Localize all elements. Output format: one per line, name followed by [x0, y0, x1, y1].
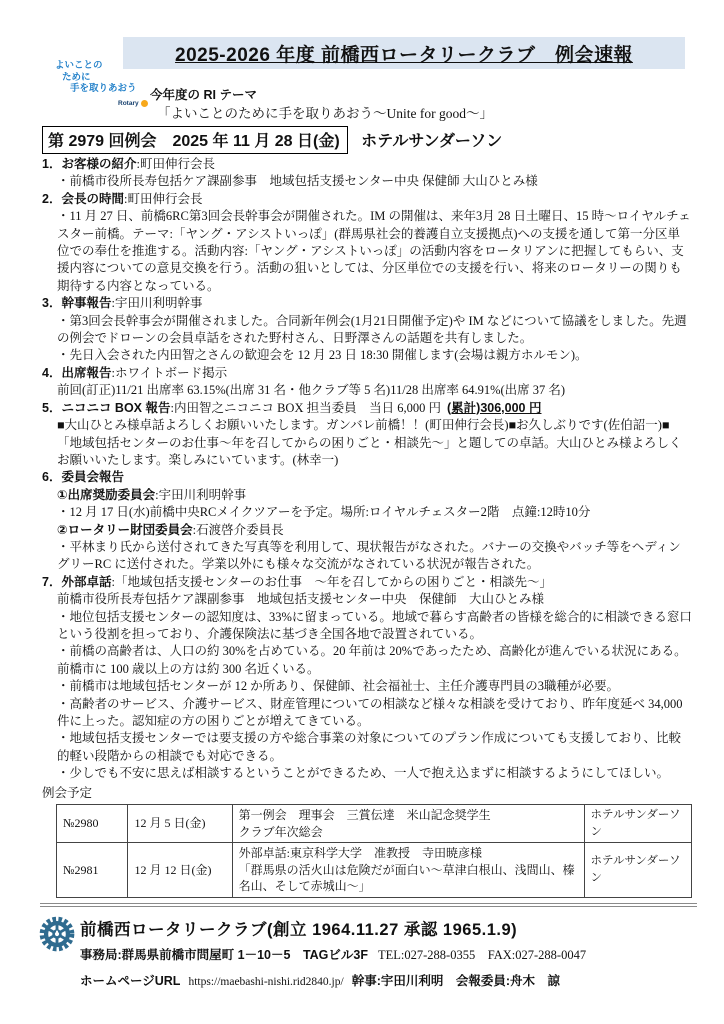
section-text: ・地位包括支援センターの認知度は、33%に留まっている。地域で暮らす高齢者の皆様を総合的に相談できる窓口という役割を担っており、介護保険法に基づき全国各地で設置されている。 [57, 609, 692, 641]
subsection-title-tail: :石渡啓介委員長 [192, 522, 284, 537]
section-title: 幹事報告 [61, 296, 112, 311]
section-title-tail: :ホワイトボード掲示 [111, 365, 228, 380]
rotary-wordmark-text: Rotary [118, 100, 139, 108]
section-number: 5． [42, 400, 62, 415]
subsection-heading [57, 522, 692, 539]
schedule-table [56, 804, 692, 898]
schedule-desc-line2: 「群馬県の活火山は危険だが面白い～草津白根山、浅間山、榛名山、そして赤城山～」 [238, 862, 575, 894]
section-heading [42, 295, 692, 312]
ri-theme-text: 「よいことのために手を取りあおう～Unite for good～」 [157, 106, 493, 121]
section-heading [42, 156, 692, 173]
footer-office-line [80, 945, 586, 963]
section-number: 1． [42, 157, 62, 171]
section-text: ・地域包括支援センターでは要支援の方や総合事業の対象についてのプラン作成についても支援しており、比較的軽い段階からの相談でも対応できる。 [57, 731, 682, 763]
ri-theme-logo-line1: よいことの [55, 60, 103, 71]
section-title: 会長の時間 [61, 191, 124, 206]
footer-office-address: 事務局:群馬県前橋市問屋町 1－10－5 TAGビル3F [80, 948, 368, 962]
section-president-time [42, 191, 692, 295]
section-text: ・前橋市は地域包括センターが 12 か所あり、保健師、社会福祉士、主任介護専門員の3職種が必要。 [57, 679, 620, 694]
section-title: 委員会報告 [61, 470, 124, 485]
section-title-tail: :町田伸行会長 [136, 157, 215, 171]
section-title: 外部卓話 [61, 574, 112, 589]
section-title-tail: :内田智之ニコニコ BOX 担当委員 当日 6,000 円 [170, 400, 441, 415]
section-text: ・先日入会された内田智之さんの歓迎会を 12 月 23 日 18:30 開催します(会場は親方ホルモン)。 [57, 348, 588, 363]
subsection-heading [57, 487, 692, 504]
section-number: 3． [42, 296, 62, 311]
section-title: ニコニコ BOX 報告 [61, 400, 171, 415]
rotary-sun-icon [141, 100, 148, 107]
footer-divider [40, 903, 697, 907]
ri-theme-logo [55, 60, 165, 95]
section-text: ・前橋の高齢者は、人口の約 30%を占めている。20 年前は 20%であったため、高齢化が進んでいる状況にある。前橋市に 100 歳以上の方は約 300 名近くいる。 [57, 644, 687, 676]
meeting-number-box: 第 2979 回例会 2025 年 11 月 28 日(金) [42, 126, 348, 154]
page-title: 2025-2026 年度 前橋西ロータリークラブ 例会速報 [123, 37, 685, 69]
footer-homepage-label: ホームページURL [80, 974, 181, 988]
attendance-stats: 前回(訂正)11/21 出席率 63.15%(出席 31 名・他クラブ等 5 名)11/28 出席率 64.91%(出席 37 名) [57, 383, 566, 398]
section-text: ・少しでも不安に思えば相談するということができるため、一人で抱え込まずに相談するようにしてほしい。 [57, 766, 670, 781]
schedule-date: 12 月 12 日(金) [128, 843, 232, 898]
section-guests [42, 156, 692, 191]
section-heading [42, 191, 692, 208]
section-heading [42, 469, 692, 486]
schedule-venue: ホテルサンダーソン [584, 805, 691, 843]
schedule-date: 12 月 5 日(金) [128, 805, 232, 843]
schedule-no: №2980 [57, 805, 128, 843]
section-title-tail: :町田伸行会長 [123, 191, 203, 206]
section-number: 6． [42, 470, 62, 485]
section-text: ・高齢者のサービス、介護サービス、財産管理についての相談など様々な相談を受けており、昨年度延べ 34,000 件に上った。認知症の方の困りごとが増えてきている。 [57, 696, 683, 728]
section-text: ・前橋市役所長寿包括ケア課副参事 地域包括支援センター中央 保健師 大山ひとみ様 [57, 174, 538, 189]
subsection-title-tail: :宇田川利明幹事 [155, 487, 247, 502]
footer-tel-fax: TEL:027-288-0355 FAX:027-288-0047 [378, 948, 587, 962]
section-heading [42, 400, 692, 417]
schedule-desc [232, 805, 584, 843]
section-title-tail: :「地域包括支援センターのお仕事 ～年を召してからの困りごと・相談先～」 [111, 574, 552, 589]
section-number: 7． [42, 574, 62, 589]
section-text: ■大山ひとみ様卓話よろしくお願いいたします。ガンバレ前橋！！(町田伸行会長)■お久しぶりです(佐伯詔一)■「地域包括センターのお仕事～年を召してからの困りごと・相談先～」と題しての卓話。大山ひとみ様よろしくお願いいたします。楽しみにいています。(林幸一) [57, 418, 682, 467]
footer-homepage-line [80, 971, 560, 989]
section-guest-speech [42, 574, 692, 783]
schedule-desc-line2: クラブ年次総会 [238, 824, 323, 839]
schedule-desc-line1: 外部卓話:東京科学大学 准教授 寺田暁彦様 [238, 846, 483, 861]
section-attendance-report [42, 365, 692, 400]
schedule-desc-line1: 第一例会 理事会 三賞伝達 米山記念奨学生 [238, 808, 491, 823]
section-title: お客様の紹介 [61, 157, 137, 171]
section-heading [42, 365, 692, 382]
section-number: 2． [42, 191, 62, 206]
table-row [57, 843, 692, 898]
rotary-wheel-icon [38, 915, 76, 958]
section-title-tail: :宇田川利明幹事 [111, 296, 203, 311]
schedule-no: №2981 [57, 843, 128, 898]
newsletter-body [42, 156, 692, 898]
table-row [57, 805, 692, 843]
section-text: ・第3回会長幹事会が開催されました。合同新年例会(1月21日開催予定)や IM などについて協議をしました。先週の例会でドローンの会員卓話をされた野村さん、日野澤さんの話題を共有しました。 [57, 313, 687, 346]
section-number: 4． [42, 365, 62, 380]
section-heading [42, 574, 692, 591]
section-text: ・平林まり氏から送付されてきた写真等を利用して、現状報告がなされた。バナーの交換やバッチ等をヘディングリーRC に送付された。学業以外にも様々な交流がなされている状況が報告された。 [57, 539, 681, 572]
rotary-wordmark [118, 100, 148, 107]
meeting-header [42, 126, 502, 154]
section-title: 出席報告 [61, 365, 112, 380]
ri-theme-logo-line2: ために [62, 71, 91, 83]
speaker-line: 前橋市役所長寿包括ケア課副参事 地域包括支援センター中央 保健師 大山ひとみ様 [57, 592, 545, 607]
section-committee-reports [42, 469, 692, 573]
ri-theme-logo-line3: 手を取りあおう [70, 83, 137, 94]
section-text: ・11 月 27 日、前橋6RC第3回会長幹事会が開催された。IM の開催は、来年3月 28 日土曜日、15 時～ロイヤルチェスター前橋。テーマ:「ヤング・アシストいっぽ」(群馬県社会的養護自立支援拠点)への支援を通して第一分区単位での奉仕を推進する。活動内容:「ヤング・アシストいっぽ」の活動内容をロータリアンに把握してもらい、支援内容についての意見交換を行う。活動の狙いとしては、分区単位での支援を行い、将来のロータリーの関りも期待する内容となっている。 [57, 209, 691, 293]
footer-club-name: 前橋西ロータリークラブ(創立 1964.11.27 承認 1965.1.9) [80, 921, 518, 939]
section-text: ・12 月 17 日(水)前橋中央RCメイクツアーを予定。場所:ロイヤルチェスター2階 点鐘:12時10分 [57, 505, 591, 520]
subsection-title: ②ロータリー財団委員会 [57, 522, 193, 537]
schedule-venue: ホテルサンダーソン [584, 843, 691, 898]
nikoniko-total: (累計)306,000 円 [447, 400, 542, 415]
ri-theme-label: 今年度の RI テーマ [150, 88, 257, 102]
meeting-venue: ホテルサンダーソン [361, 133, 503, 150]
section-secretary-report [42, 295, 692, 365]
footer-homepage-url: https://maebashi-nishi.rid2840.jp/ [188, 976, 344, 988]
subsection-title: ①出席奨励委員会 [57, 487, 156, 502]
section-nikoniko-box [42, 400, 692, 470]
footer-staff: 幹事:宇田川利明 会報委員:舟木 諒 [351, 974, 561, 988]
schedule-label: 例会予定 [42, 785, 93, 800]
schedule-desc [232, 843, 584, 898]
